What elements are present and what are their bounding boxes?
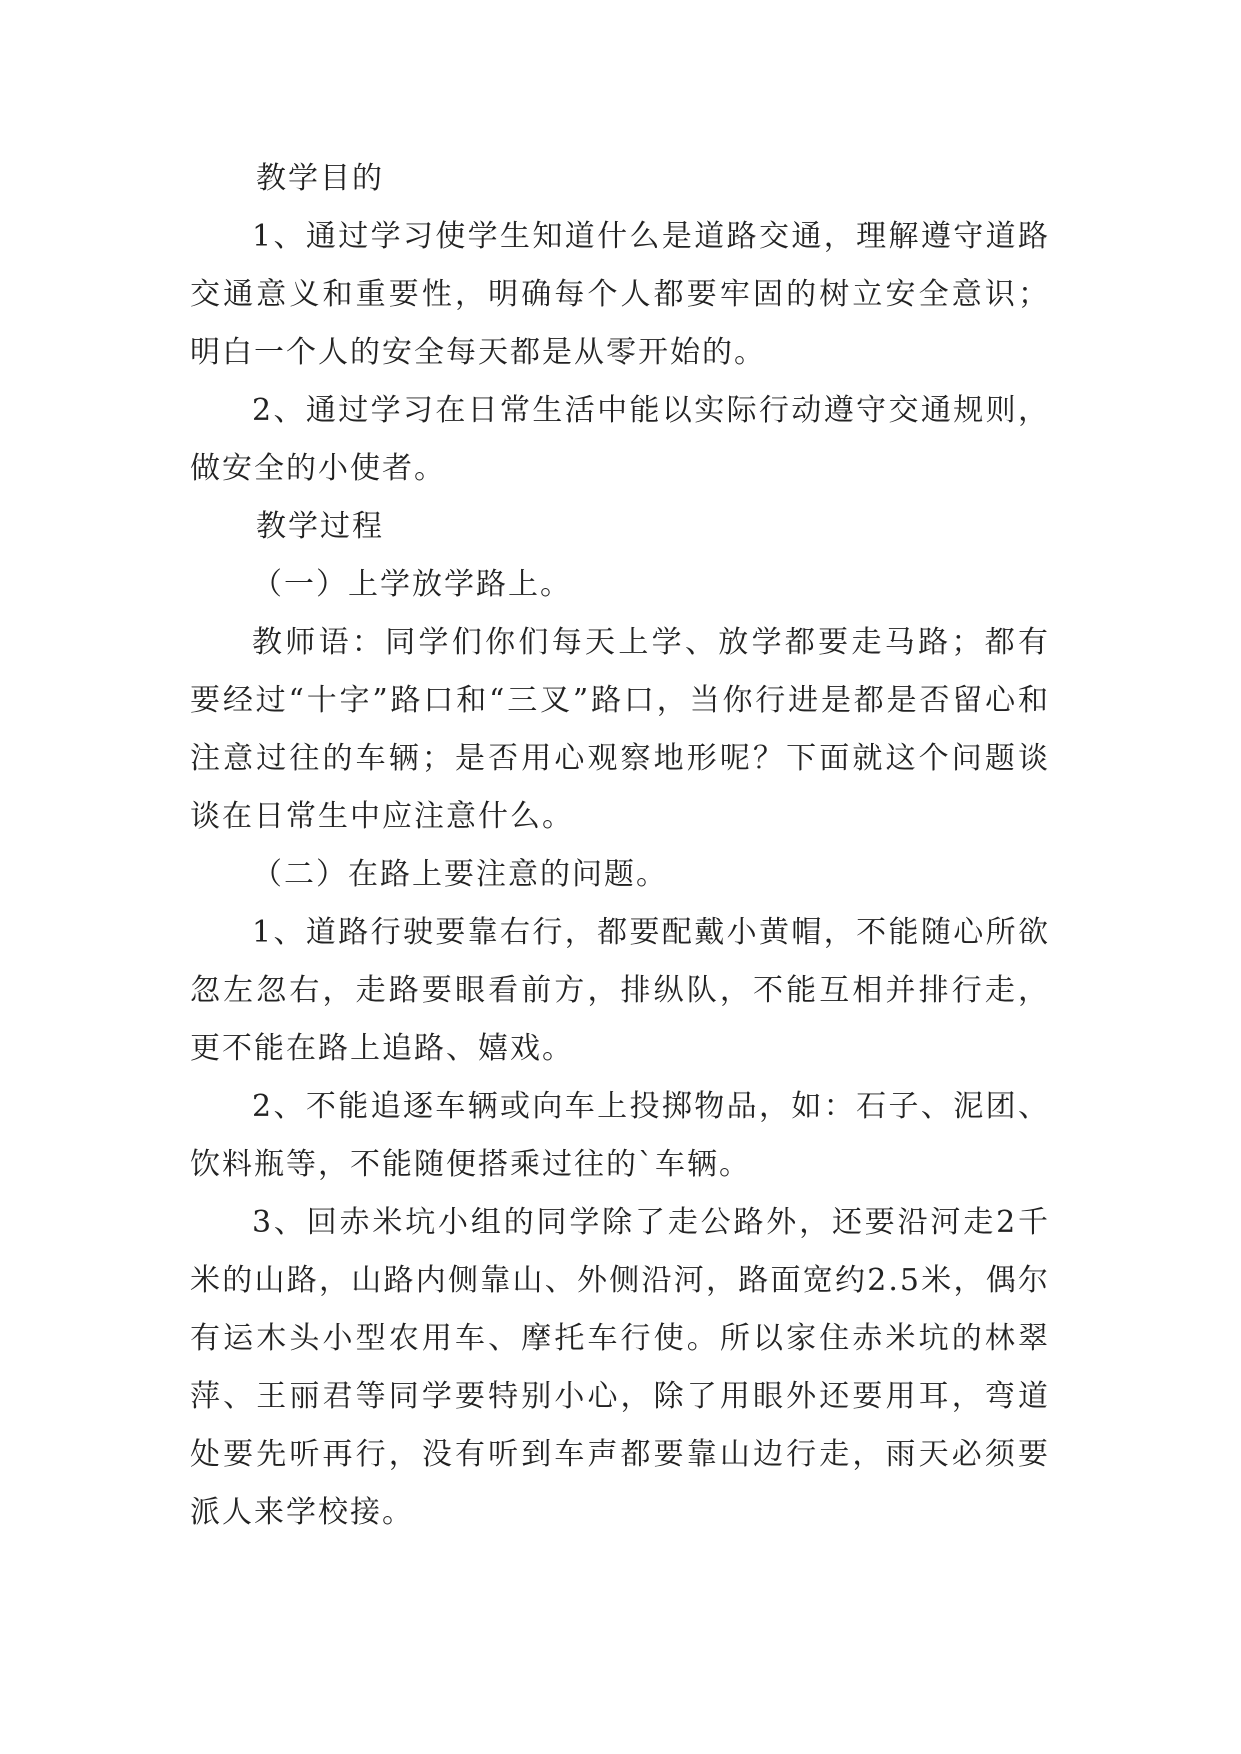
heading-teaching-goals: 教学目的 [256,161,384,196]
goal-paragraph-1: 1、通过学习使学生知道什么是道路交通，理解遵守道路交通意义和重要性，明确每个人都要牢固的树立安全意识；明白一个人的安全每天都是从零开始的。 [190,219,1050,370]
section-2-title: （二）在路上要注意的问题。 [252,857,668,892]
section-1-paragraph: 教师语：同学们你们每天上学、放学都要走马路；都有要经过“十字”路口和“三叉”路口，当你行进是都是否留心和注意过往的车辆；是否用心观察地形呢？下面就这个问题谈谈在日常生中应注意什么。 [190,625,1050,834]
rule-paragraph-3: 3、回赤米坑小组的同学除了走公路外，还要沿河走2千米的山路，山路内侧靠山、外侧沿河，路面宽约2.5米，偶尔有运木头小型农用车、摩托车行使。所以家住赤米坑的林翠萍、王丽君等同学要特别小心，除了用眼外还要用耳，弯道处要先听再行，没有听到车声都要靠山边行走，雨天必须要派人来学校接。 [190,1205,1050,1530]
rule-paragraph-2: 2、不能追逐车辆或向车上投掷物品，如：石子、泥团、饮料瓶等，不能随便搭乘过往的`车辆。 [190,1089,1050,1182]
heading-teaching-process: 教学过程 [256,509,384,544]
document-body [190,150,1050,1542]
rule-paragraph-1: 1、道路行驶要靠右行，都要配戴小黄帽，不能随心所欲忽左忽右，走路要眼看前方，排纵队，不能互相并排行走，更不能在路上追路、嬉戏。 [190,915,1050,1066]
section-1-title: （一）上学放学路上。 [252,567,572,602]
goal-paragraph-2: 2、通过学习在日常生活中能以实际行动遵守交通规则，做安全的小使者。 [190,393,1050,486]
